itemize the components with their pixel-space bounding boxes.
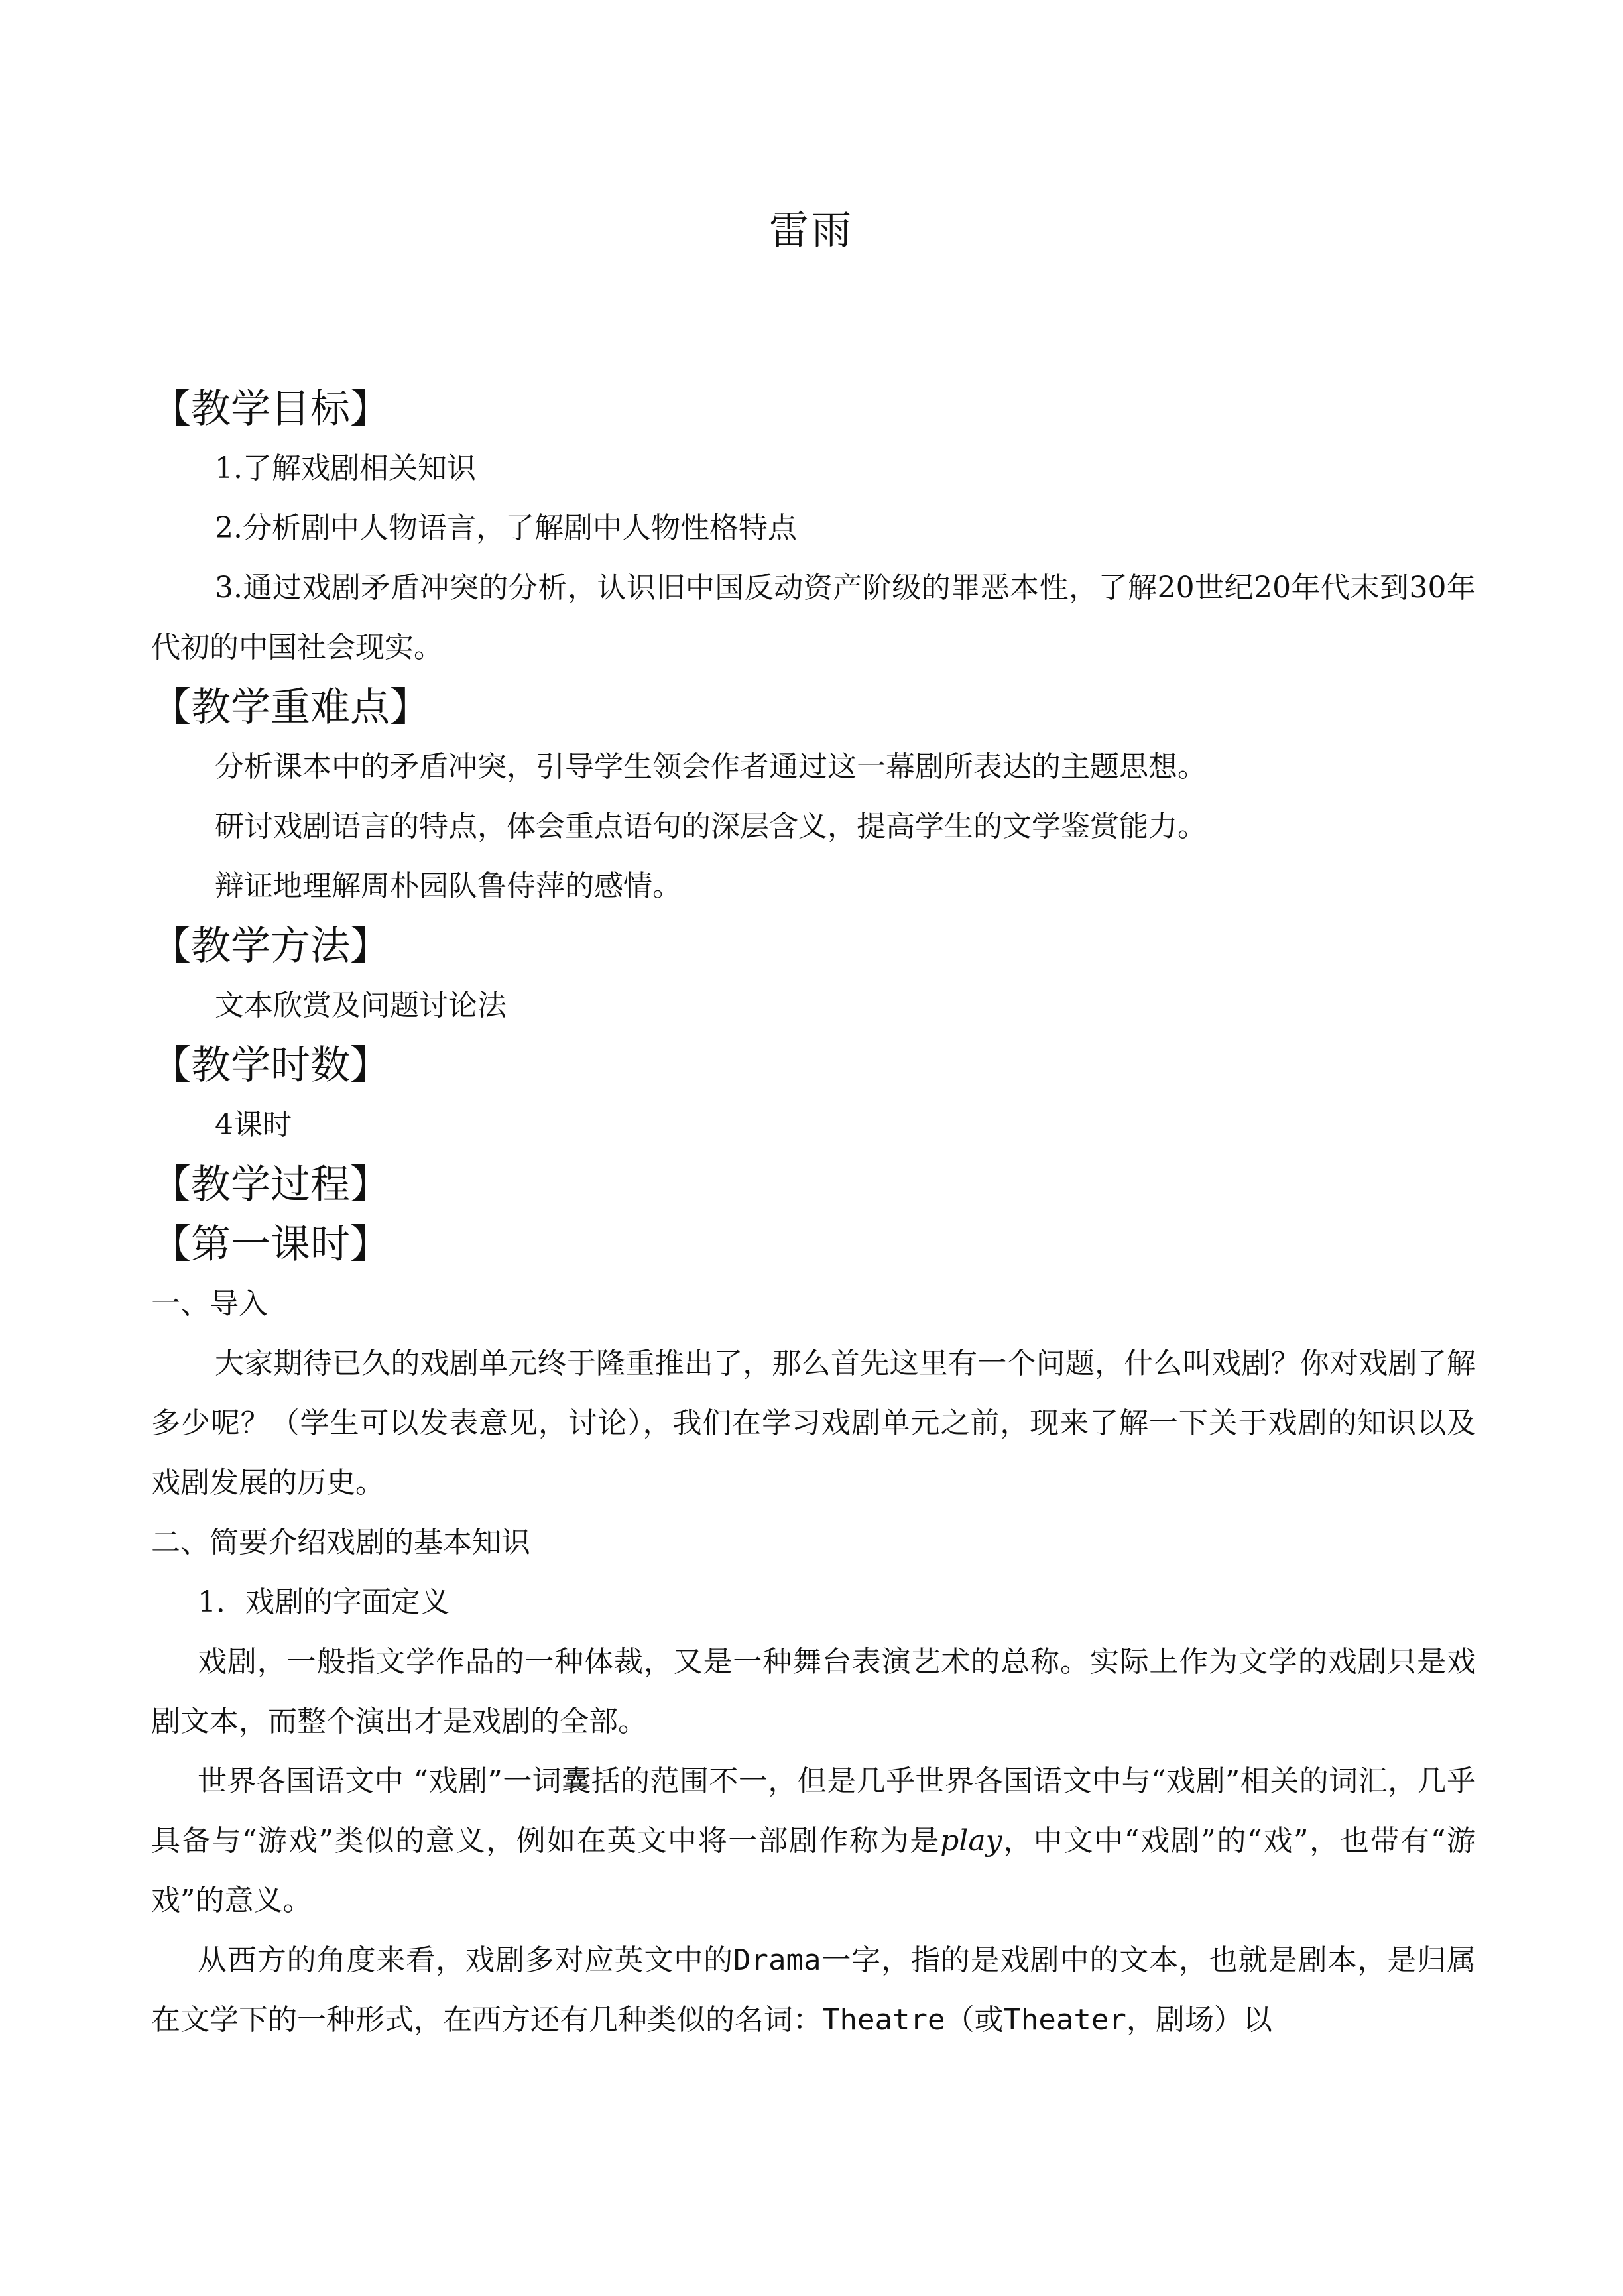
paragraph-3-part-d: ，剧场）以 <box>1126 2003 1272 2037</box>
paragraph-2-part-a: 世界各国语文中 “戏剧”一词囊括的范围不一，但是几乎世界各国语文中与“戏剧”相关的词汇，几乎具备与“游戏”类似的意义，例如在英文中将一部剧作称为是 <box>151 1764 1476 1858</box>
term-theater: Theater <box>1003 2003 1126 2037</box>
heading-key-points: 【教学重难点】 <box>151 684 430 731</box>
heading-teaching-hours: 【教学时数】 <box>151 1042 390 1089</box>
paragraph-2-part-b: ，中文中“戏剧”的“戏”，也带有“游戏”的意义。 <box>151 1824 1476 1917</box>
goal-item-3: 3.通过戏剧矛盾冲突的分析，认识旧中国反动资产阶级的罪恶本性，了解20世纪20年代末到30年代初的中国社会现实。 <box>151 571 1476 664</box>
hours-text: 4课时 <box>215 1108 292 1142</box>
intro-paragraph: 大家期待已久的戏剧单元终于隆重推出了，那么首先这里有一个问题，什么叫戏剧？你对戏剧了解多少呢？（学生可以发表意见，讨论），我们在学习戏剧单元之前，现来了解一下关于戏剧的知识以及戏剧发展的历史。 <box>151 1347 1476 1500</box>
methods-text: 文本欣赏及问题讨论法 <box>215 989 507 1022</box>
heading-teaching-process: 【教学过程】 <box>151 1162 390 1208</box>
definition-paragraph-3 <box>151 1931 1476 2050</box>
section-intro-title: 一、导入 <box>151 1287 268 1321</box>
heading-first-lesson: 【第一课时】 <box>151 1221 390 1268</box>
section-basics-title: 二、简要介绍戏剧的基本知识 <box>151 1526 530 1559</box>
definition-paragraph-1: 戏剧，一般指文学作品的一种体裁，又是一种舞台表演艺术的总称。实际上作为文学的戏剧只是戏剧文本，而整个演出才是戏剧的全部。 <box>151 1645 1476 1738</box>
heading-teaching-goals: 【教学目标】 <box>151 386 390 432</box>
term-theatre: Theatre <box>822 2003 945 2037</box>
term-drama: Drama <box>733 1943 821 1977</box>
paragraph-3-part-a: 从西方的角度来看，戏剧多对应英文中的 <box>198 1943 733 1977</box>
paragraph-3-part-c: （或 <box>945 2003 1004 2037</box>
key-point-1: 分析课本中的矛盾冲突，引导学生领会作者通过这一幕剧所表达的主题思想。 <box>215 750 1207 784</box>
heading-teaching-methods: 【教学方法】 <box>151 923 390 969</box>
key-point-2: 研讨戏剧语言的特点，体会重点语句的深层含义，提高学生的文学鉴赏能力。 <box>215 810 1207 843</box>
document-body <box>151 379 1476 2050</box>
definition-paragraph-2 <box>151 1752 1476 1931</box>
document-title: 雷雨 <box>769 208 854 254</box>
term-play: play <box>940 1824 1002 1858</box>
goal-item-2: 2.分析剧中人物语言，了解剧中人物性格特点 <box>215 511 797 545</box>
definition-subtitle: 1．戏剧的字面定义 <box>198 1585 450 1619</box>
key-point-3: 辩证地理解周朴园队鲁侍萍的感情。 <box>215 869 682 903</box>
goal-item-1: 1.了解戏剧相关知识 <box>215 452 476 485</box>
paragraph-3-part-b: 一字，指的是戏剧中的文本，也就是剧本，是归属在文学下的一种形式，在西方还有几种类似的名词： <box>151 1943 1476 2037</box>
